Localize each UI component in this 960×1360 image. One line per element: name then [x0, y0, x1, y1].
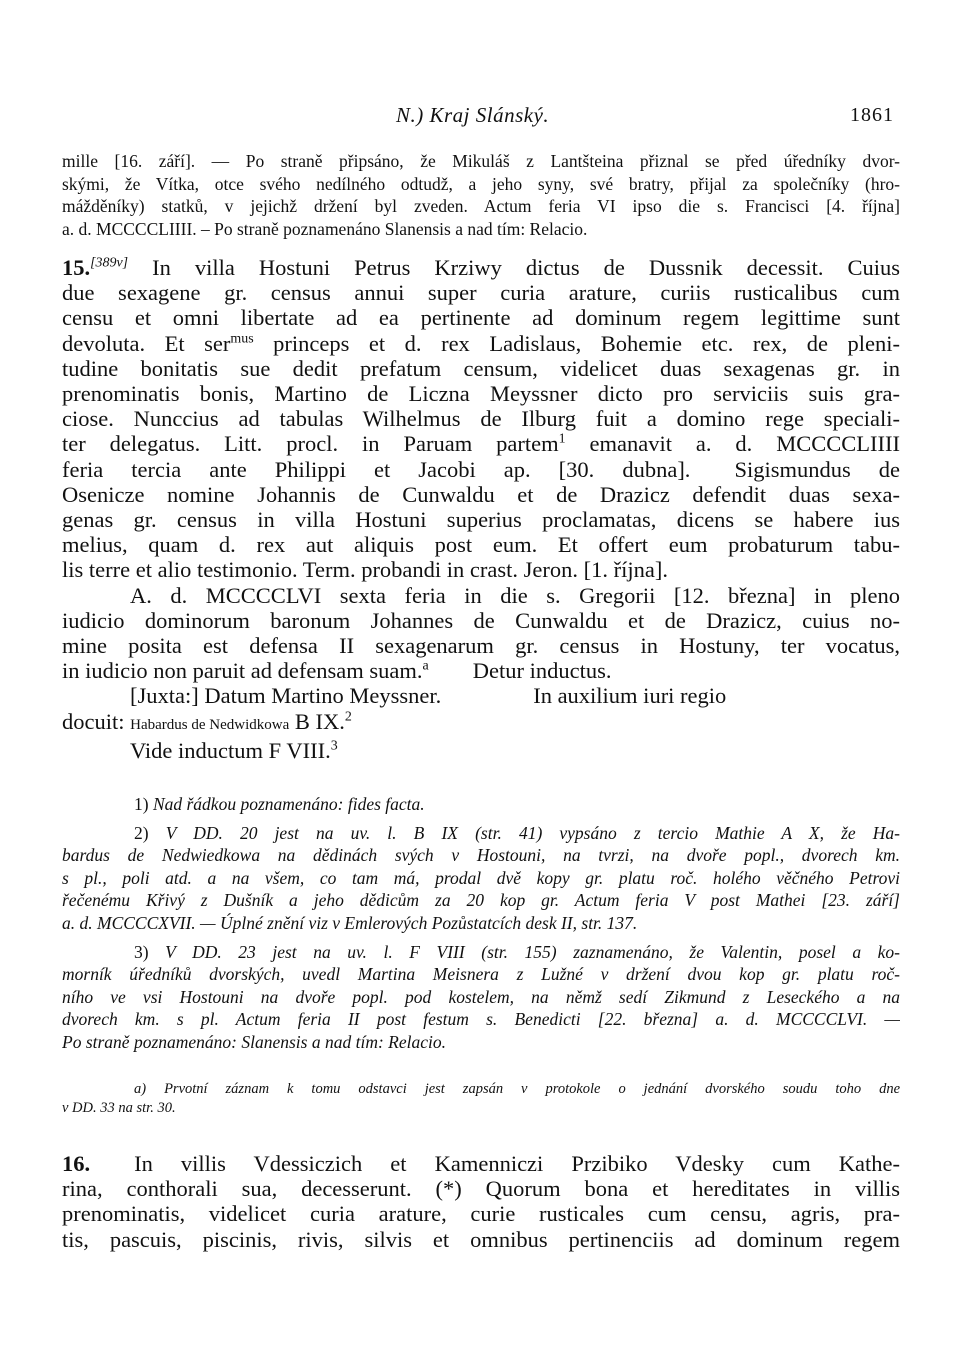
entry-line — [62, 331, 900, 356]
footnote-line: dvorech km. s pl. Actum feria II post festum s. Benedicti [22. března] a. d. MCCCCLVI. — — [62, 1009, 900, 1030]
footnote-1 — [62, 793, 900, 816]
intro-line: mážděníky) statků, v jejichž držení byl zveden. Actum feria VI ipso die s. Francisci [4. října] — [62, 196, 900, 217]
entry-text: In auxilium iuri regio — [533, 683, 727, 709]
entry-line — [62, 658, 900, 683]
footnote-a — [62, 1080, 900, 1118]
entry-line: Osenicze nomine Johannis de Cunwaldu et de Drazicz defendit duas sexa- — [62, 481, 900, 507]
entry-line: melius, quam d. rex aut aliquis post eum. Et offert eum probaturum tabu- — [62, 532, 900, 558]
intro-line: mille [16. září]. — Po straně připsáno, že Mikuláš z Lantšteina přiznal se před úředníky dvor- — [62, 151, 900, 171]
entry-line — [62, 709, 900, 738]
footnote-2 — [62, 822, 900, 845]
entry-line — [62, 457, 900, 482]
footnote-text: Prvotní záznam k tomu odstavci jest zapsán v protokole o jednání dvorského soudu toho dne — [164, 1081, 900, 1097]
entry-text: [Juxta:] Datum Martino Meyssner. — [130, 683, 442, 709]
entry-line: censu et omni libertate ad ea pertinente ad dominum regem legittime sunt — [62, 305, 900, 331]
footnote-ref: 2 — [344, 709, 352, 725]
entry-line: lis terre et alio testimonio. Term. probandi in crast. Jeron. [1. října]. — [62, 557, 668, 583]
page-header — [0, 103, 960, 133]
entry-line — [62, 738, 900, 763]
entry-line: due sexagene gr. census annui super curia arature, curiis rusticalibus cum — [62, 280, 900, 306]
entry-text: In villis Vdessiczich et Kamenniczi Przibiko Vdesky cum Kathe- — [134, 1151, 900, 1176]
entry-text: docuit: — [62, 708, 125, 734]
entry-line: iudicio dominorum baronum Johannes de Cunwaldu et de Drazicz, cuius no- — [62, 607, 900, 633]
entry-line: tis, pascuis, piscinis, rivis, silvis et omnibus pertinenciis ad dominum regem — [62, 1226, 900, 1252]
entry-text: feria tercia ante Philippi et Jacobi ap. [30. dubna]. — [62, 456, 691, 482]
entry-15 — [62, 255, 900, 763]
entry-line: mine posita est defensa II sexagenarum gr. census in Hostuny, ter vocatus, — [62, 633, 900, 659]
entry-line: prenominatis, videlicet curia arature, curie rusticales cum censu, agris, pra- — [62, 1201, 900, 1227]
footnote-text: V DD. 23 jest na uv. l. F VIII (str. 155) zaznamenáno, že Valentin, posel a ko- — [165, 941, 900, 962]
footnote-ref: 3 — [330, 738, 338, 754]
entry-line: prenominatis bonis, Martino de Liczna Meyssner dicto pro serviciis suis gra- — [62, 381, 900, 407]
footnote-line: ního ve vsi Hostouni na dvoře popl. pod kostelem, na němž sedí Zikmund z Leseckého a na — [62, 986, 900, 1007]
entry-line: ciose. Nunccius ad tabulas Wilhelmus de Ilburg fuit a domino rege speciali- — [62, 406, 900, 432]
footnote-line: bardus de Nedwiedkowa na dědinách svých v Hostouni, na tvrzi, na dvoře popl., dvorech km. — [62, 845, 900, 866]
footnote-line: řečenému Křivý z Dušník a jeho dědicům za 20 kop gr. Actum feria V post Mathei [23. září] — [62, 890, 900, 911]
entry-text: Detur inductus. — [472, 658, 612, 684]
intro-line: a. d. MCCCCLIIII. – Po straně poznamenáno Slanensis a nad tím: Relacio. — [62, 218, 588, 239]
footnote-line: a. d. MCCCCXVII. — Úplné znění viz v Emlerových Pozůstatcích desk II, str. 137. — [62, 912, 638, 933]
page-number: 1861 — [850, 104, 894, 126]
entry-text: emanavit a. d. MCCCCLIIII — [565, 431, 900, 457]
footnote-mark: 1) — [134, 794, 149, 814]
entry-line — [62, 431, 900, 456]
entry-line: A. d. MCCCCLVI sexta feria in die s. Gregorii [12. března] in pleno — [130, 582, 900, 608]
entry-text: devoluta. Et ser — [62, 330, 231, 356]
footnote-line: s pl., poli atd. a na všem, co tam má, prodal dvě kopy gr. platu roč. holého věčného Petrovi — [62, 867, 900, 888]
entry-text: in iudicio non paruit ad defensam suam. — [62, 658, 423, 684]
entry-first-line — [62, 255, 900, 280]
intro-paragraph — [62, 150, 900, 240]
footnote-ref: 1 — [558, 431, 566, 447]
entry-number: 15. — [62, 255, 91, 280]
footnotes — [62, 793, 900, 1054]
footnote-mark: 2) — [134, 822, 149, 843]
entry-text: ter delegatus. Litt. procl. in Paruam partem — [62, 431, 559, 457]
footnote-3 — [62, 941, 900, 964]
entry-line — [62, 683, 900, 708]
running-title: N.) Kraj Slánský. — [396, 103, 550, 127]
footnote-line: morník úředníků dvorských, uvedl Martina Meisnera z Lužné v držení dvou kop gr. platu roč- — [62, 964, 900, 985]
entry-line: rina, conthorali sua, decesserunt. (*) Quorum bona et hereditates in villis — [62, 1176, 900, 1202]
footnote-a-first — [62, 1080, 900, 1099]
entry-text: B IX. — [294, 708, 345, 734]
intro-line: skými, že Vítka, otce svého nedílného odtudž, a jeho syny, své bratry, přijal za společníky (hro- — [62, 173, 900, 194]
footnote-mark: 3) — [134, 941, 149, 962]
superscript: mus — [230, 331, 254, 347]
footnote-text: Nad řádkou poznamenáno: fides facta. — [152, 794, 425, 814]
entry-line: tudine bonitatis sue dedit prefatum censum, videlicet duas sexagenas gr. in — [62, 355, 900, 381]
entry-first-line — [62, 1151, 900, 1176]
footnote-text: V DD. 20 jest na uv. l. B IX (str. 41) vypsáno z tercio Mathie A X, že Ha- — [165, 822, 900, 843]
entry-text: Vide inductum F VIII. — [130, 737, 331, 763]
footnote-mark: a) — [134, 1081, 147, 1097]
entry-text: In villa Hostuni Petrus Krziwy dictus de Dussnik decessit. Cuius — [152, 255, 900, 280]
entry-16 — [62, 1151, 900, 1252]
entry-text: Sigismundus de — [734, 456, 900, 482]
footnote-line: v DD. 33 na str. 30. — [62, 1100, 176, 1116]
footnote-line: Po straně poznamenáno: Slanensis a nad tím: Relacio. — [62, 1031, 446, 1052]
folio-mark: [389v] — [90, 255, 129, 271]
entry-text: Habardus de Nedwidkowa — [130, 716, 290, 733]
entry-text: princeps et d. rex Ladislaus, Bohemie etc. rex, de pleni- — [253, 330, 900, 356]
footnote-ref: a — [422, 658, 429, 674]
entry-number: 16. — [62, 1151, 91, 1176]
entry-line: genas gr. census in villa Hostuni superius proclamatas, dicens se habere ius — [62, 507, 900, 533]
